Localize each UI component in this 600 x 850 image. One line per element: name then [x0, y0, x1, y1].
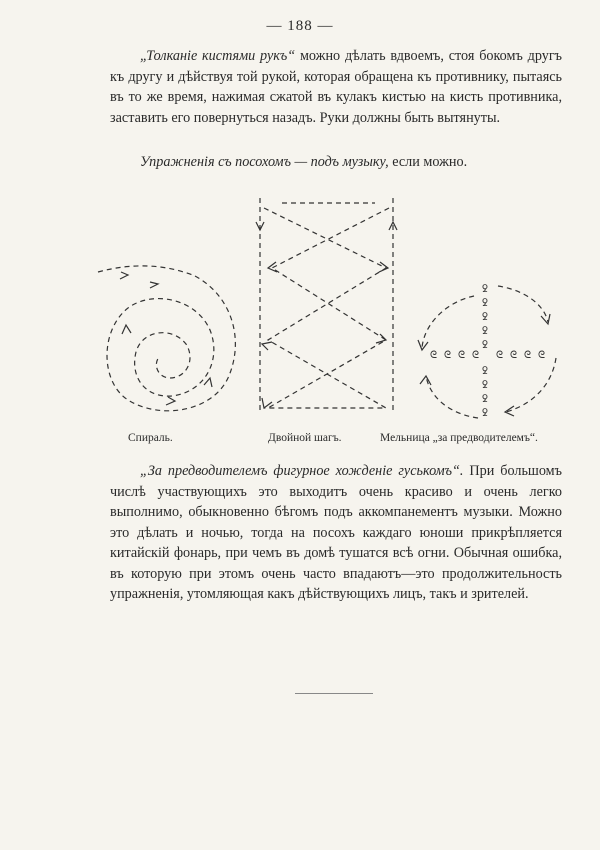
- svg-text:ᘓ: ᘓ: [538, 350, 546, 361]
- svg-text:ᘓ: ᘓ: [458, 350, 466, 361]
- svg-text:ꝿ: ꝿ: [482, 366, 488, 377]
- svg-text:ꝿ: ꝿ: [482, 408, 488, 419]
- svg-text:ꝿ: ꝿ: [482, 284, 488, 295]
- mill-figures: [430, 284, 545, 419]
- svg-text:ᘓ: ᘓ: [430, 350, 438, 361]
- figures: [0, 190, 600, 430]
- paragraph-text: При большомъ числѣ участвующихъ это выходитъ очень красиво и очень легко выполнимо, обыкновенно бѣгомъ подъ аккомпанементъ музыки. Можно это дѣлать и ночью, тогда на посохъ каждаго юноши прикрѣпляется китайскій фонарь, при чемъ въ домѣ тушатся всѣ огни. Обычная ошибка, въ которую при этомъ очень часто впадаютъ—это продолжительность упражненія, утомляющая какъ дѣйствующихъ лицъ, такъ и зрителей.: [110, 463, 562, 602]
- paragraph-follow-the-leader: [110, 461, 562, 605]
- caption-double-step: Двойной шагъ.: [268, 432, 342, 444]
- paragraph-text: если можно.: [388, 154, 468, 170]
- paragraph-title: „Толканіе кистями рукъ“: [140, 48, 296, 64]
- paragraph-text: можно дѣлать вдвоемъ, стоя бокомъ другъ къ другу и дѣйствуя той рукой, которая обращена къ противнику, пытаясь въ то же время, нажимая сжатой въ кулакъ кистью на кисть противника, заставить его повернуться назадъ. Руки должны быть вытянуты.: [110, 48, 562, 126]
- spiral-diagram: [98, 266, 235, 411]
- svg-text:ꝿ: ꝿ: [482, 312, 488, 323]
- page-number: — 188 —: [266, 18, 334, 34]
- svg-text:ᘓ: ᘓ: [472, 350, 480, 361]
- svg-text:ꝿ: ꝿ: [482, 394, 488, 405]
- end-rule: [295, 693, 373, 694]
- paragraph-title: Упражненія съ посохомъ — подъ музыку,: [140, 154, 389, 170]
- svg-text:ᘓ: ᘓ: [496, 350, 504, 361]
- svg-text:ꝿ: ꝿ: [482, 298, 488, 309]
- mill-diagram: [418, 284, 556, 419]
- caption-spiral: Спираль.: [128, 432, 173, 444]
- svg-text:ᘓ: ᘓ: [510, 350, 518, 361]
- paragraph-title: „За предводителемъ фигурное хожденіе гуськомъ“.: [140, 463, 464, 479]
- svg-text:ꝿ: ꝿ: [482, 326, 488, 337]
- svg-text:ꝿ: ꝿ: [482, 380, 488, 391]
- svg-text:ᘓ: ᘓ: [444, 350, 452, 361]
- caption-mill: Мельница „за предводителемъ“.: [380, 432, 538, 444]
- svg-text:ꝿ: ꝿ: [482, 340, 488, 351]
- double-step-diagram: [256, 198, 397, 412]
- paragraph-hand-pushing: [110, 46, 562, 128]
- svg-text:ᘓ: ᘓ: [524, 350, 532, 361]
- paragraph-staff-exercises: [110, 152, 562, 173]
